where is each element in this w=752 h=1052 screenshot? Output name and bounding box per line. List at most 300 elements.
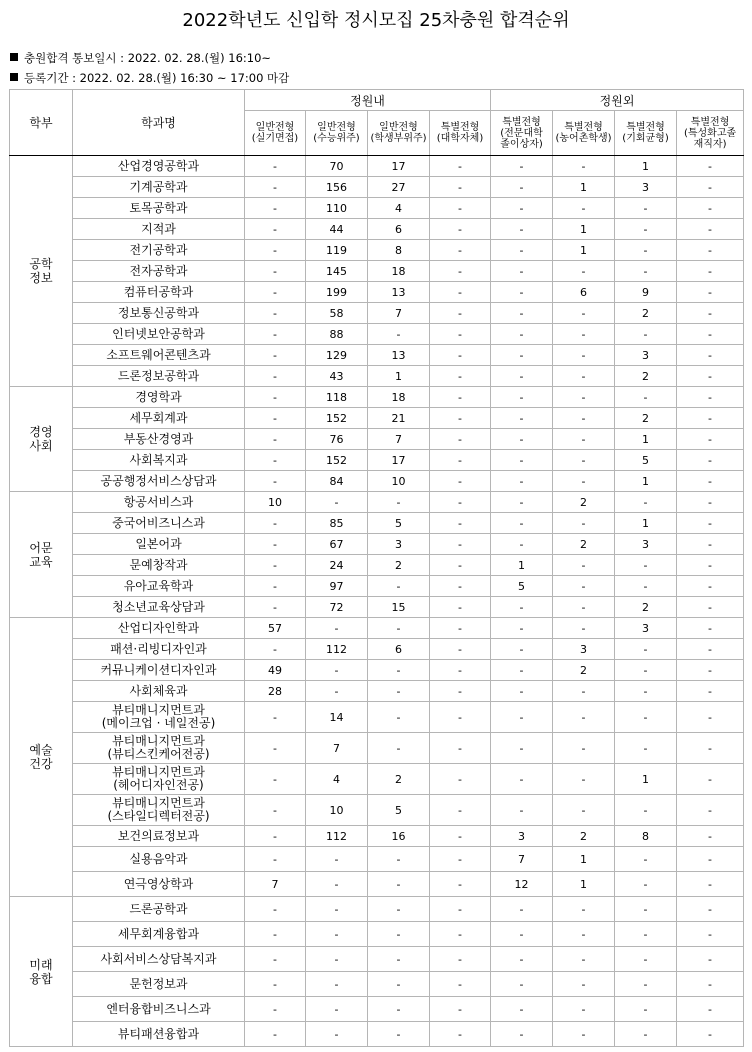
value-cell: -: [368, 681, 430, 702]
value-cell: -: [677, 660, 744, 681]
value-cell: -: [245, 597, 306, 618]
header-col-line: 특별전형: [440, 122, 480, 133]
value-cell: 3: [368, 534, 430, 555]
table-row: [10, 240, 744, 261]
major-name-line: 부동산경영과: [123, 431, 194, 446]
registration-line: [10, 70, 289, 86]
value-cell: -: [430, 702, 491, 733]
value-cell: -: [677, 198, 744, 219]
value-cell: 18: [368, 387, 430, 408]
value-cell: 1: [615, 471, 677, 492]
major-name-cell: [73, 513, 245, 534]
value-cell: -: [677, 795, 744, 826]
major-name-cell: [73, 324, 245, 345]
major-name-cell: [73, 450, 245, 471]
dept-line: 공학: [29, 257, 53, 271]
value-cell: -: [245, 513, 306, 534]
value-cell: -: [491, 764, 553, 795]
value-cell: -: [245, 897, 306, 922]
value-cell: -: [491, 795, 553, 826]
value-cell: -: [491, 997, 553, 1022]
header-col-5: [491, 111, 553, 156]
value-cell: -: [245, 240, 306, 261]
value-cell: -: [430, 408, 491, 429]
value-cell: 2: [615, 408, 677, 429]
value-cell: -: [430, 156, 491, 177]
major-name-line: 드론공학과: [129, 901, 188, 916]
major-name-line: 공공행정서비스상담과: [100, 473, 217, 488]
value-cell: -: [491, 408, 553, 429]
value-cell: 1: [491, 555, 553, 576]
header-col-line: 특별전형: [626, 122, 665, 133]
major-name-cell: [73, 597, 245, 618]
value-cell: -: [430, 997, 491, 1022]
value-cell: -: [677, 897, 744, 922]
value-cell: 44: [306, 219, 368, 240]
table-row: [10, 997, 744, 1022]
value-cell: -: [615, 261, 677, 282]
header-col-line: (전문대학: [500, 127, 543, 139]
value-cell: -: [677, 240, 744, 261]
dept-line: 미래: [29, 957, 53, 972]
table-row: [10, 156, 744, 177]
value-cell: -: [615, 492, 677, 513]
value-cell: -: [430, 513, 491, 534]
value-cell: -: [677, 922, 744, 947]
value-cell: 1: [553, 240, 615, 261]
value-cell: -: [553, 972, 615, 997]
table-row: [10, 597, 744, 618]
value-cell: -: [615, 947, 677, 972]
value-cell: -: [677, 471, 744, 492]
value-cell: -: [677, 681, 744, 702]
value-cell: -: [553, 471, 615, 492]
value-cell: -: [430, 387, 491, 408]
value-cell: 199: [306, 282, 368, 303]
value-cell: -: [368, 922, 430, 947]
value-cell: -: [245, 387, 306, 408]
value-cell: -: [368, 576, 430, 597]
header-col-7: [615, 111, 677, 156]
value-cell: -: [245, 972, 306, 997]
value-cell: -: [553, 764, 615, 795]
major-name-line: (뷰티스킨케어전공): [107, 747, 210, 761]
value-cell: -: [491, 922, 553, 947]
major-name-line: 산업디자인학과: [117, 620, 200, 635]
value-cell: -: [553, 513, 615, 534]
table-row: [10, 1022, 744, 1047]
value-cell: -: [677, 618, 744, 639]
value-cell: -: [491, 282, 553, 303]
header-col-8: [677, 111, 744, 156]
major-name-line: 기계공학과: [129, 179, 188, 194]
dept-line: 어문: [29, 540, 53, 555]
value-cell: -: [245, 408, 306, 429]
value-cell: -: [677, 156, 744, 177]
major-name-line: 소프트웨어콘텐츠과: [106, 347, 211, 362]
value-cell: 9: [615, 282, 677, 303]
value-cell: 18: [368, 261, 430, 282]
value-cell: -: [553, 303, 615, 324]
value-cell: -: [430, 345, 491, 366]
major-name-cell: [73, 997, 245, 1022]
header-col-line: (학생부위주): [370, 133, 427, 144]
value-cell: -: [615, 324, 677, 345]
value-cell: -: [615, 240, 677, 261]
value-cell: -: [615, 639, 677, 660]
value-cell: -: [430, 922, 491, 947]
major-name-cell: [73, 764, 245, 795]
major-name-cell: [73, 345, 245, 366]
major-name-cell: [73, 177, 245, 198]
value-cell: -: [615, 897, 677, 922]
major-name-line: 실용음악과: [129, 851, 188, 866]
value-cell: 16: [368, 826, 430, 847]
value-cell: -: [677, 324, 744, 345]
table-row: [10, 972, 744, 997]
table-row: [10, 826, 744, 847]
value-cell: -: [677, 450, 744, 471]
value-cell: -: [306, 897, 368, 922]
value-cell: -: [677, 282, 744, 303]
value-cell: -: [491, 947, 553, 972]
value-cell: -: [677, 261, 744, 282]
dept-line: 예술: [29, 743, 53, 757]
value-cell: -: [245, 576, 306, 597]
value-cell: 17: [368, 156, 430, 177]
header-col-line: (기회균형): [622, 133, 669, 144]
header-col-line: 재직자): [693, 138, 727, 150]
value-cell: -: [553, 897, 615, 922]
registration-text: 등록기간 : 2022. 02. 28.(월) 16:30 ~ 17:00 마감: [24, 71, 290, 85]
major-name-cell: [73, 156, 245, 177]
major-name-cell: [73, 429, 245, 450]
value-cell: -: [491, 156, 553, 177]
value-cell: -: [615, 972, 677, 997]
value-cell: 6: [368, 639, 430, 660]
value-cell: 2: [368, 764, 430, 795]
value-cell: 2: [615, 597, 677, 618]
major-name-cell: [73, 198, 245, 219]
header-col-1: [245, 111, 306, 156]
header-col-line: 특별전형: [690, 116, 730, 128]
value-cell: -: [368, 997, 430, 1022]
value-cell: 7: [306, 733, 368, 764]
value-cell: -: [306, 997, 368, 1022]
major-name-line: 일본어과: [135, 536, 182, 551]
value-cell: 67: [306, 534, 368, 555]
value-cell: -: [245, 282, 306, 303]
value-cell: -: [306, 1022, 368, 1047]
value-cell: 2: [368, 555, 430, 576]
header-col-line: (특성화고졸: [683, 127, 737, 139]
value-cell: -: [245, 639, 306, 660]
value-cell: 1: [553, 847, 615, 872]
value-cell: 88: [306, 324, 368, 345]
value-cell: -: [306, 972, 368, 997]
major-name-line: 세무회계과: [129, 410, 188, 425]
value-cell: 15: [368, 597, 430, 618]
table-row: [10, 345, 744, 366]
header-col-6: [553, 111, 615, 156]
value-cell: 28: [245, 681, 306, 702]
value-cell: -: [553, 366, 615, 387]
value-cell: 3: [491, 826, 553, 847]
value-cell: 70: [306, 156, 368, 177]
major-name-line: 정보통신공학과: [117, 305, 200, 320]
value-cell: -: [368, 733, 430, 764]
value-cell: -: [245, 826, 306, 847]
table-row: [10, 660, 744, 681]
table-row: [10, 282, 744, 303]
value-cell: -: [677, 733, 744, 764]
major-name-cell: [73, 826, 245, 847]
value-cell: -: [430, 429, 491, 450]
value-cell: -: [245, 324, 306, 345]
header-col-line: (실기면접): [251, 133, 299, 144]
value-cell: 57: [245, 618, 306, 639]
value-cell: 3: [553, 639, 615, 660]
value-cell: -: [491, 972, 553, 997]
major-name-line: 뷰티매니지먼트과: [112, 765, 205, 779]
table-row: [10, 303, 744, 324]
value-cell: -: [430, 450, 491, 471]
value-cell: -: [677, 177, 744, 198]
value-cell: -: [677, 387, 744, 408]
table-row: [10, 764, 744, 795]
value-cell: 10: [368, 471, 430, 492]
major-name-line: 연극영상학과: [123, 876, 194, 891]
major-name-line: 보건의료정보과: [117, 828, 200, 843]
value-cell: -: [491, 219, 553, 240]
table-row: [10, 702, 744, 733]
value-cell: 14: [306, 702, 368, 733]
value-cell: -: [615, 702, 677, 733]
value-cell: -: [245, 1022, 306, 1047]
value-cell: -: [491, 733, 553, 764]
value-cell: -: [306, 872, 368, 897]
header-major: 학과명: [73, 90, 245, 156]
value-cell: -: [677, 972, 744, 997]
value-cell: -: [306, 492, 368, 513]
major-name-line: 경영학과: [135, 389, 182, 404]
value-cell: -: [430, 872, 491, 897]
page-title: 2022학년도 신입학 정시모집 25차충원 합격순위: [182, 10, 570, 31]
value-cell: -: [553, 387, 615, 408]
value-cell: -: [677, 534, 744, 555]
major-name-line: 사회서비스상담복지과: [100, 951, 217, 966]
major-name-line: 뷰티매니지먼트과: [112, 703, 205, 717]
major-name-cell: [73, 219, 245, 240]
value-cell: -: [677, 947, 744, 972]
major-name-cell: [73, 681, 245, 702]
value-cell: -: [677, 576, 744, 597]
value-cell: -: [430, 681, 491, 702]
header-col-4: [430, 111, 491, 156]
value-cell: 13: [368, 282, 430, 303]
value-cell: -: [491, 303, 553, 324]
value-cell: 129: [306, 345, 368, 366]
table-row: [10, 471, 744, 492]
dept-line: 융합: [29, 971, 53, 986]
major-name-line: 드론정보공학과: [117, 368, 200, 383]
header-col-line: (농어촌학생): [555, 133, 612, 144]
value-cell: -: [615, 733, 677, 764]
value-cell: -: [677, 492, 744, 513]
major-name-cell: [73, 702, 245, 733]
value-cell: -: [677, 429, 744, 450]
value-cell: -: [245, 345, 306, 366]
value-cell: -: [306, 660, 368, 681]
value-cell: -: [491, 429, 553, 450]
value-cell: -: [553, 576, 615, 597]
major-name-line: 사회체육과: [129, 683, 188, 698]
table-row: [10, 513, 744, 534]
value-cell: 110: [306, 198, 368, 219]
value-cell: -: [306, 922, 368, 947]
value-cell: -: [245, 471, 306, 492]
value-cell: -: [615, 219, 677, 240]
square-bullet-icon: [10, 73, 18, 81]
value-cell: -: [615, 681, 677, 702]
table-row: [10, 555, 744, 576]
value-cell: 7: [245, 872, 306, 897]
major-name-cell: [73, 947, 245, 972]
value-cell: -: [368, 872, 430, 897]
major-name-cell: [73, 639, 245, 660]
major-name-line: 전자공학과: [129, 263, 188, 278]
value-cell: -: [245, 198, 306, 219]
value-cell: -: [491, 513, 553, 534]
value-cell: 1: [553, 219, 615, 240]
value-cell: -: [430, 261, 491, 282]
major-name-cell: [73, 261, 245, 282]
major-name-cell: [73, 922, 245, 947]
value-cell: -: [677, 513, 744, 534]
value-cell: -: [615, 387, 677, 408]
value-cell: -: [430, 555, 491, 576]
notice-line: [10, 50, 271, 66]
value-cell: 49: [245, 660, 306, 681]
value-cell: 3: [615, 534, 677, 555]
dept-line: 건강: [29, 757, 53, 771]
value-cell: 112: [306, 639, 368, 660]
value-cell: 3: [615, 177, 677, 198]
value-cell: 1: [615, 429, 677, 450]
value-cell: -: [368, 897, 430, 922]
value-cell: -: [677, 597, 744, 618]
value-cell: -: [553, 156, 615, 177]
value-cell: 8: [615, 826, 677, 847]
value-cell: 84: [306, 471, 368, 492]
value-cell: -: [430, 618, 491, 639]
value-cell: 24: [306, 555, 368, 576]
value-cell: -: [430, 576, 491, 597]
value-cell: -: [553, 795, 615, 826]
value-cell: -: [245, 922, 306, 947]
value-cell: -: [245, 733, 306, 764]
value-cell: 2: [553, 826, 615, 847]
value-cell: 76: [306, 429, 368, 450]
value-cell: -: [430, 282, 491, 303]
header-col-line: 특별전형: [564, 122, 603, 133]
value-cell: -: [368, 847, 430, 872]
value-cell: 5: [368, 513, 430, 534]
major-name-line: 뷰티패션융합과: [117, 1026, 200, 1041]
value-cell: -: [245, 303, 306, 324]
value-cell: -: [245, 429, 306, 450]
value-cell: 112: [306, 826, 368, 847]
value-cell: -: [430, 733, 491, 764]
value-cell: -: [430, 660, 491, 681]
value-cell: -: [615, 872, 677, 897]
value-cell: -: [491, 177, 553, 198]
value-cell: -: [430, 534, 491, 555]
value-cell: -: [677, 826, 744, 847]
value-cell: -: [368, 947, 430, 972]
table-row: [10, 847, 744, 872]
value-cell: -: [677, 219, 744, 240]
dept-cell: [10, 618, 73, 897]
major-name-line: 패션·리빙디자인과: [110, 641, 207, 656]
value-cell: -: [430, 597, 491, 618]
value-cell: 10: [306, 795, 368, 826]
value-cell: 72: [306, 597, 368, 618]
value-cell: -: [491, 198, 553, 219]
value-cell: -: [368, 702, 430, 733]
value-cell: 21: [368, 408, 430, 429]
major-name-cell: [73, 471, 245, 492]
dept-line: 정보: [29, 271, 53, 285]
value-cell: -: [553, 733, 615, 764]
value-cell: -: [368, 1022, 430, 1047]
major-name-line: 인터넷보안공학과: [112, 326, 205, 341]
major-name-cell: [73, 303, 245, 324]
value-cell: -: [491, 261, 553, 282]
value-cell: -: [430, 1022, 491, 1047]
value-cell: 6: [368, 219, 430, 240]
value-cell: -: [491, 660, 553, 681]
major-name-line: 엔터융합비즈니스과: [106, 1001, 211, 1016]
value-cell: -: [553, 597, 615, 618]
value-cell: 1: [553, 872, 615, 897]
value-cell: -: [615, 997, 677, 1022]
value-cell: -: [430, 897, 491, 922]
major-name-line: 중국어비즈니스과: [112, 515, 205, 530]
dept-line: 사회: [29, 439, 53, 453]
dept-cell: [10, 156, 73, 387]
major-name-line: 문예창작과: [129, 557, 188, 572]
major-name-cell: [73, 387, 245, 408]
major-name-cell: [73, 660, 245, 681]
major-name-line: 뷰티매니지먼트과: [112, 796, 205, 810]
major-name-cell: [73, 618, 245, 639]
table-row: [10, 618, 744, 639]
value-cell: 10: [245, 492, 306, 513]
dept-line: 교육: [29, 554, 53, 569]
major-name-cell: [73, 282, 245, 303]
table-row: [10, 639, 744, 660]
major-name-line: 유아교육학과: [123, 578, 194, 593]
header-col-2: [306, 111, 368, 156]
value-cell: -: [245, 219, 306, 240]
value-cell: 3: [615, 618, 677, 639]
header-col-3: [368, 111, 430, 156]
table-row: [10, 922, 744, 947]
value-cell: -: [677, 555, 744, 576]
value-cell: -: [553, 198, 615, 219]
value-cell: -: [615, 795, 677, 826]
